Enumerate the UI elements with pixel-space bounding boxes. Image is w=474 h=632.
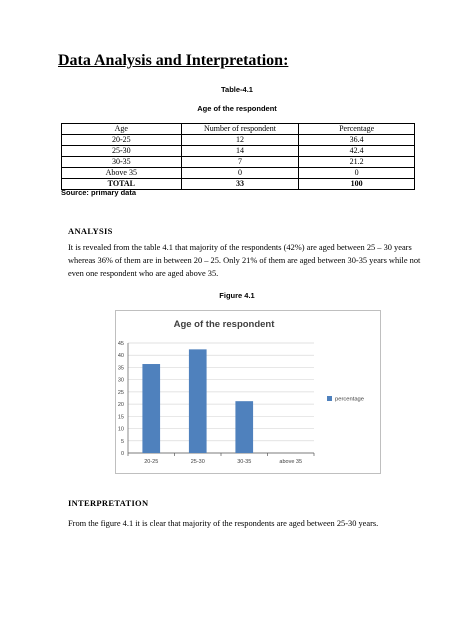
bar-25-30	[189, 349, 207, 453]
y-tick-label: 5	[120, 438, 124, 445]
legend-label: percentage	[335, 396, 365, 403]
analysis-paragraph: It is revealed from the table 4.1 that majority of the respondents (42%) are aged between 25 – 30 years whereas 36% of them are in between 20 – 25. Only 21% of them are aged between 30-35 years while not even one respondent who are aged above 35.	[68, 243, 421, 278]
y-tick-label: 45	[117, 341, 124, 347]
table-cell: 0	[181, 168, 299, 179]
table-cell: 100	[299, 179, 415, 190]
table-cell: 21.2	[299, 157, 415, 168]
table-cell: 0	[299, 168, 415, 179]
table-cell: 36.4	[299, 135, 415, 146]
x-tick-label: 25-30	[190, 459, 205, 465]
y-tick-label: 35	[117, 365, 124, 372]
table-header-row	[62, 124, 415, 135]
figure-caption: Figure 4.1	[219, 291, 255, 300]
table-cell: 33	[181, 179, 299, 190]
table-source: Source: primary data	[61, 188, 137, 197]
x-tick-label: 20-25	[144, 459, 159, 465]
bar-chart	[115, 310, 381, 474]
y-tick-label: 15	[117, 414, 124, 421]
x-tick-label: above 35	[279, 459, 303, 465]
table-header-cell: Percentage	[299, 124, 415, 135]
table-row	[62, 157, 415, 168]
table-cell: 25-30	[62, 146, 182, 157]
page-title: Data Analysis and Interpretation:	[58, 52, 289, 69]
bar-30-35	[235, 401, 253, 453]
interpretation-paragraph: From the figure 4.1 it is clear that majority of the respondents are aged between 25-30 years.	[68, 519, 379, 528]
chart-title: Age of the respondent	[173, 319, 275, 330]
table-cell: Above 35	[62, 168, 182, 179]
y-tick-label: 30	[117, 377, 124, 384]
y-tick-label: 0	[120, 451, 124, 457]
y-tick-label: 25	[117, 389, 124, 396]
table-cell: 12	[181, 135, 299, 146]
table-header-cell: Age	[62, 124, 182, 135]
y-tick-label: 10	[117, 426, 124, 433]
legend-swatch	[327, 396, 332, 401]
y-tick-label: 20	[117, 402, 124, 409]
table-caption: Table-4.1	[221, 85, 253, 94]
table-cell: 14	[181, 146, 299, 157]
analysis-heading: ANALYSIS	[68, 226, 113, 236]
table-cell: 20-25	[62, 135, 182, 146]
table-cell: 42.4	[299, 146, 415, 157]
y-tick-label: 40	[117, 353, 124, 360]
interpretation-heading: INTERPRETATION	[68, 498, 149, 508]
bar-20-25	[142, 364, 160, 453]
x-tick-label: 30-35	[237, 459, 252, 465]
chart-canvas	[116, 311, 380, 473]
table-cell: TOTAL	[62, 179, 182, 190]
age-table	[61, 123, 415, 190]
table-row	[62, 146, 415, 157]
table-cell: 30-35	[62, 157, 182, 168]
table-subtitle: Age of the respondent	[197, 104, 277, 113]
table-cell: 7	[181, 157, 299, 168]
table-row	[62, 168, 415, 179]
table-row	[62, 135, 415, 146]
table-header-cell: Number of respondent	[181, 124, 299, 135]
